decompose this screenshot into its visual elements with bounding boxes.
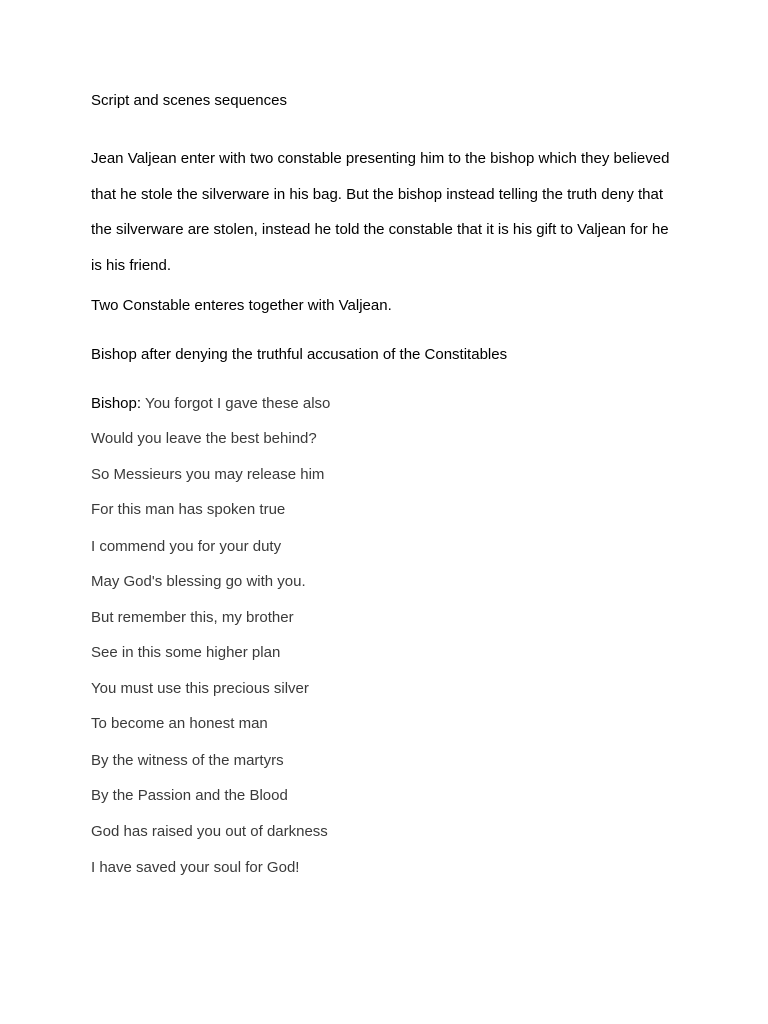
lyric-line: So Messieurs you may release him bbox=[91, 466, 325, 483]
lyric-line: God has raised you out of darkness bbox=[91, 823, 328, 840]
lyric-line: For this man has spoken true bbox=[91, 501, 286, 518]
lyric-line: To become an honest man bbox=[91, 715, 268, 732]
lyric-line: Would you leave the best behind? bbox=[91, 430, 317, 447]
lyric-line: But remember this, my brother bbox=[91, 609, 294, 626]
lyric-line: I have saved your soul for God! bbox=[91, 859, 300, 876]
document-title: Script and scenes sequences bbox=[91, 92, 287, 109]
intro-paragraph: Jean Valjean enter with two constable presenting him to the bishop which they believed that he stole the silverware in his bag. But the bishop instead telling the truth deny that the silverware are stolen, instead he told the constable that it is his gift to Valjean for he is his friend. bbox=[91, 150, 670, 275]
stage-direction: Two Constable enteres together with Valjean. bbox=[91, 297, 392, 314]
lyric-line-first bbox=[91, 395, 330, 413]
speaker-name: Bishop: bbox=[91, 395, 142, 412]
lyric-line: May God's blessing go with you. bbox=[91, 573, 306, 590]
lyric-line: By the Passion and the Blood bbox=[91, 787, 288, 804]
stage-direction: Bishop after denying the truthful accusation of the Constitables bbox=[91, 346, 508, 363]
lyric-text: You forgot I gave these also bbox=[144, 395, 331, 412]
lyric-line: You must use this precious silver bbox=[91, 680, 309, 697]
lyric-line: I commend you for your duty bbox=[91, 538, 282, 555]
lyric-line: See in this some higher plan bbox=[91, 644, 281, 661]
lyric-line: By the witness of the martyrs bbox=[91, 752, 284, 769]
